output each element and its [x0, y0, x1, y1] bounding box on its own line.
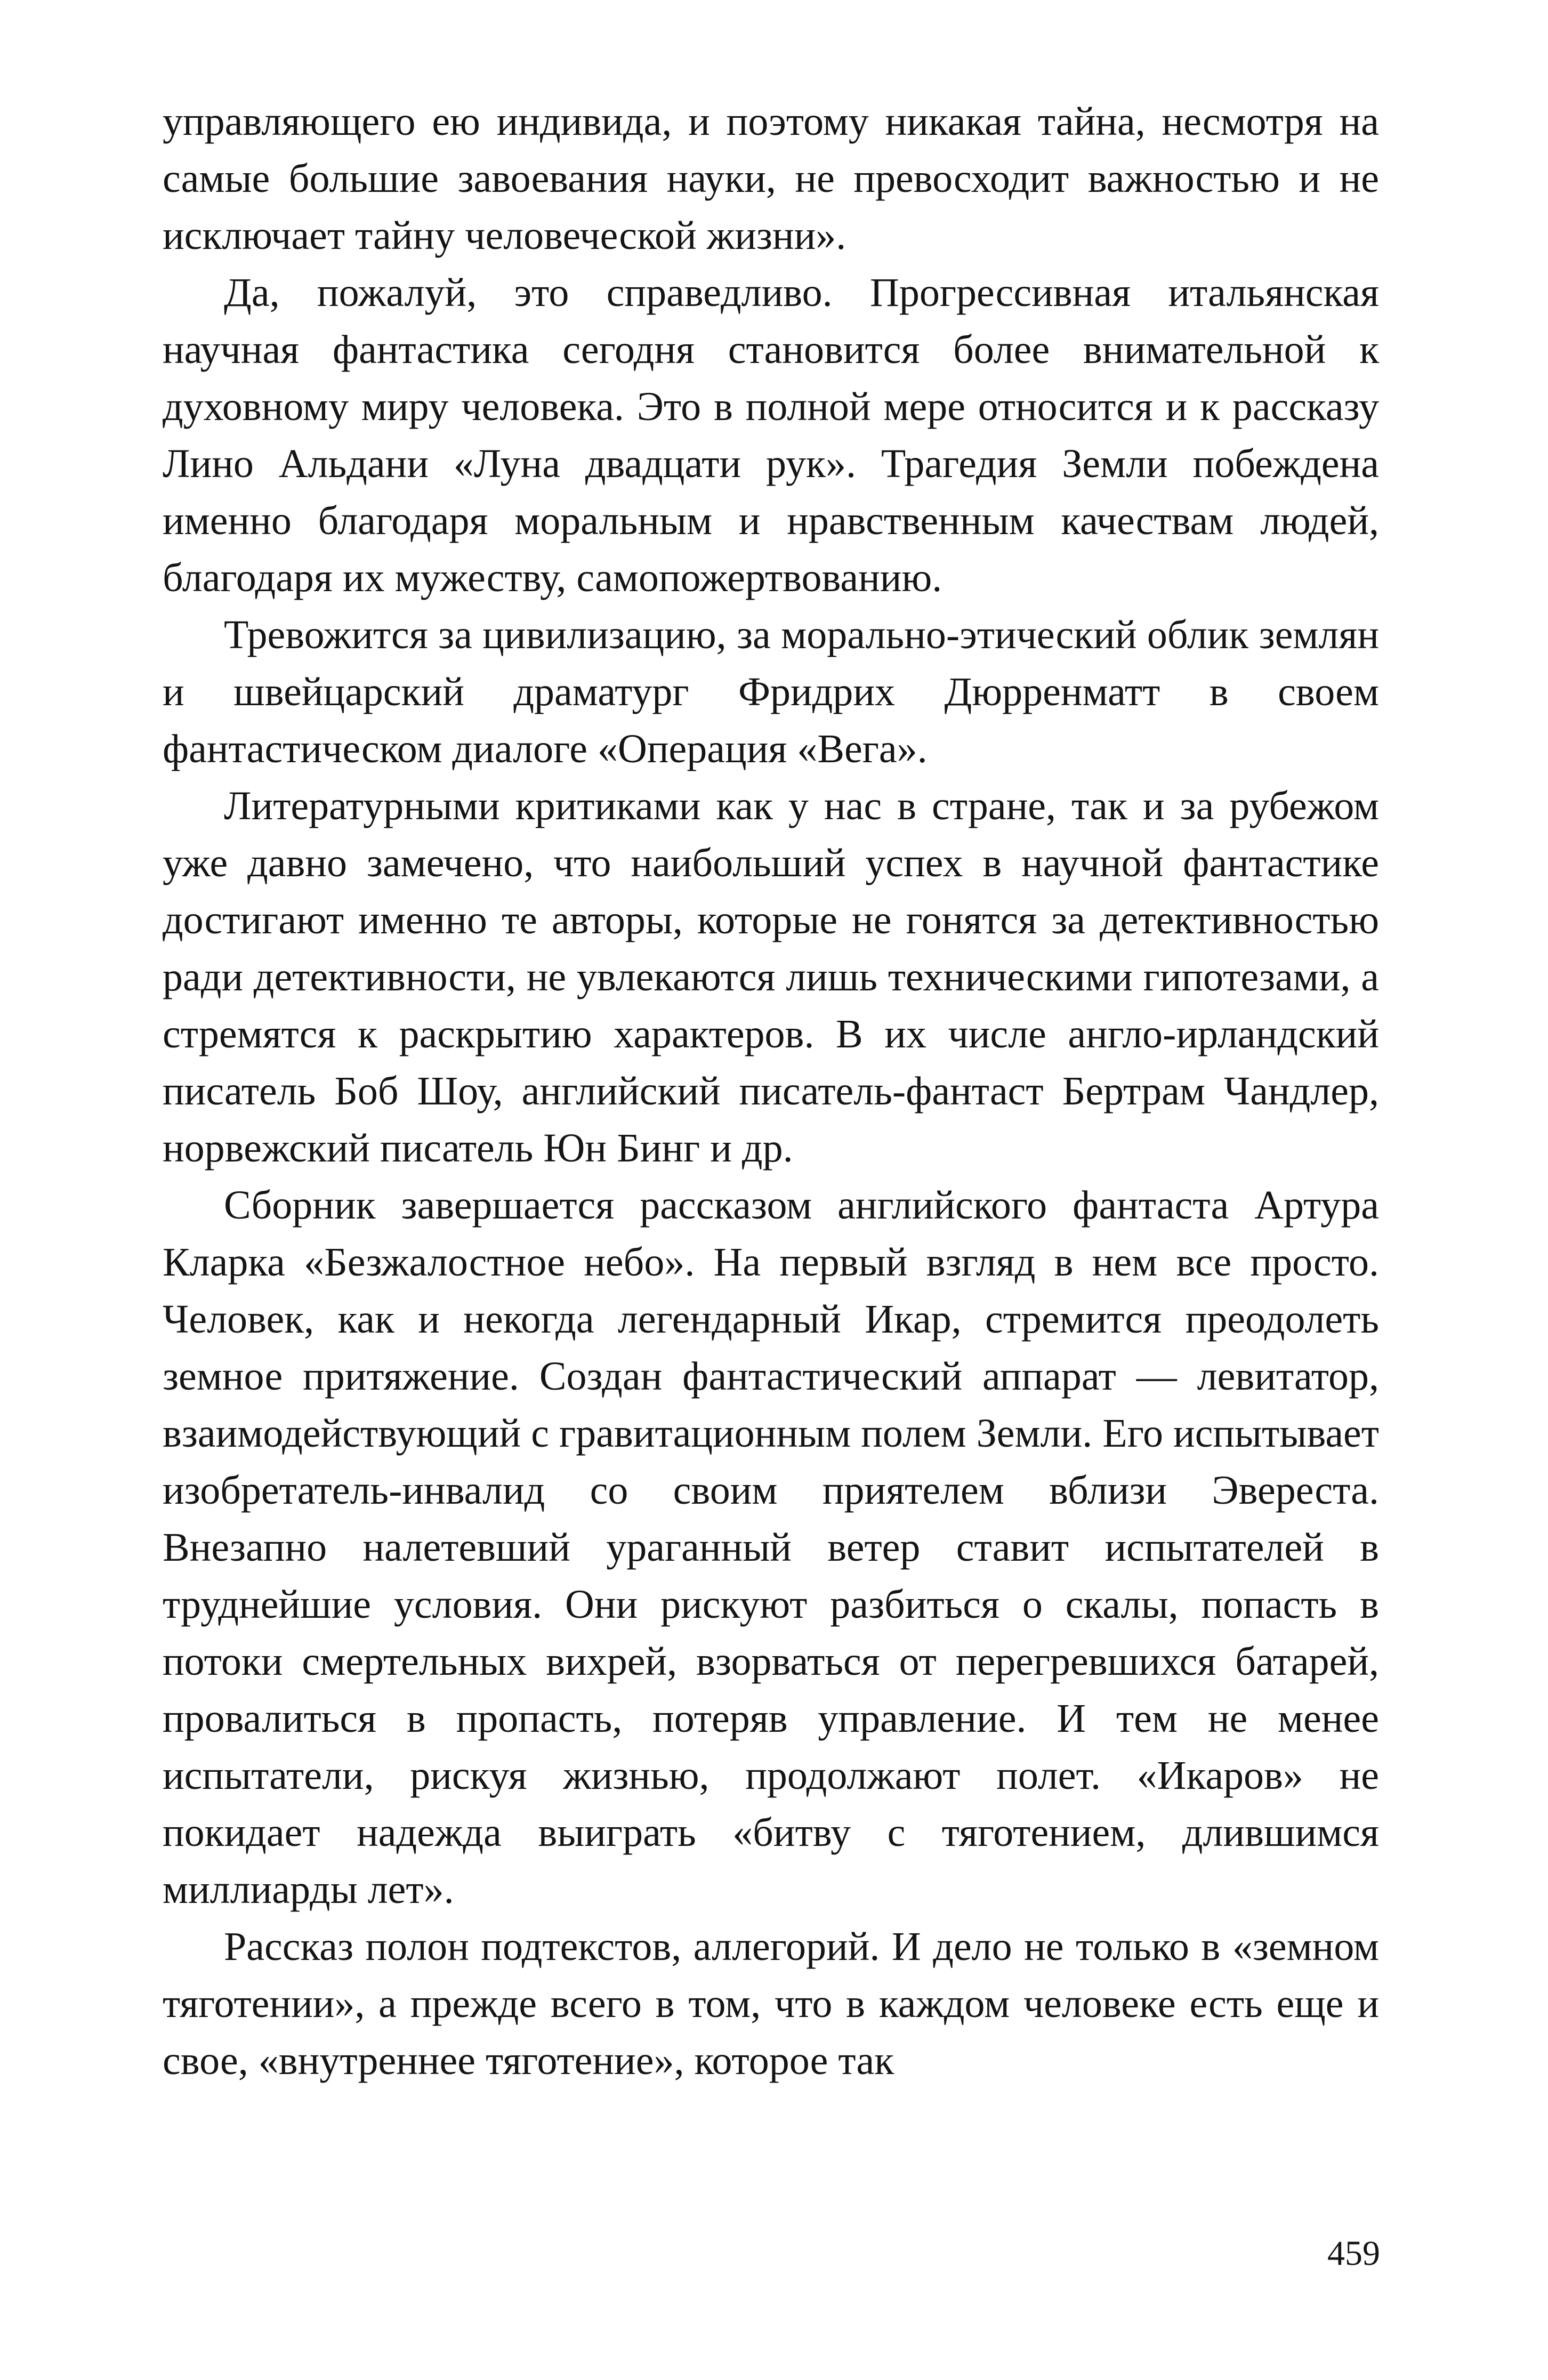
paragraph: Тревожится за цивилизацию, за морально-этический облик землян и швейцарский драматург Фридрих Дюрренматт в своем фантастическом диалоге «Операция «Вега».	[163, 612, 1379, 771]
page-number: 459	[1327, 2234, 1380, 2273]
paragraph: Литературными критиками как у нас в стране, так и за рубежом уже давно замечено, что наибольший успех в научной фантастике достигают именно те авторы, которые не гонятся за детективностью ради детективности, не увлекаются лишь техническими гипотезами, а стремятся к раскрытию характеров. В их числе англо-ирландский писатель Боб Шоу, английский писатель-фантаст Бертрам Чандлер, норвежский писатель Юн Бинг и др.	[163, 784, 1379, 1171]
paragraph: Да, пожалуй, это справедливо. Прогрессивная итальянская научная фантастика сегодня становится более внимательной к духовному миру человека. Это в полной мере относится и к рассказу Лино Альдани «Луна двадцати рук». Трагедия Земли побеждена именно благодаря моральным и нравственным качествам людей, благодаря их мужеству, самопожертвованию.	[163, 270, 1379, 600]
body-text	[163, 93, 1379, 2089]
paragraph: Сборник завершается рассказом английского фантаста Артура Кларка «Безжалостное небо». На первый взгляд в нем все просто. Человек, как и некогда легендарный Икар, стремится преодолеть земное притяжение. Создан фантастический аппарат — левитатор, взаимодействующий с гравитационным полем Земли. Его испытывает изобретатель-инвалид со своим приятелем вблизи Эвереста. Внезапно налетевший ураганный ветер ставит испытателей в труднейшие условия. Они рискуют разбиться о скалы, попасть в потоки смертельных вихрей, взорваться от перегревшихся батарей, провалиться в пропасть, потеряв управление. И тем не менее испытатели, рискуя жизнью, продолжают полет. «Икаров» не покидает надежда выиграть «битву с тяготением, длившимся миллиарды лет».	[163, 1183, 1379, 1912]
paragraph: Рассказ полон подтекстов, аллегорий. И дело не только в «земном тяготении», а прежде всего в том, что в каждом человеке есть еще и свое, «внутреннее тяготение», которое так	[163, 1924, 1379, 2083]
paragraph-continuation: управляющего ею индивида, и поэтому никакая тайна, несмотря на самые большие завоевания науки, не превосходит важностью и не исключает тайну человеческой жизни».	[163, 99, 1379, 258]
